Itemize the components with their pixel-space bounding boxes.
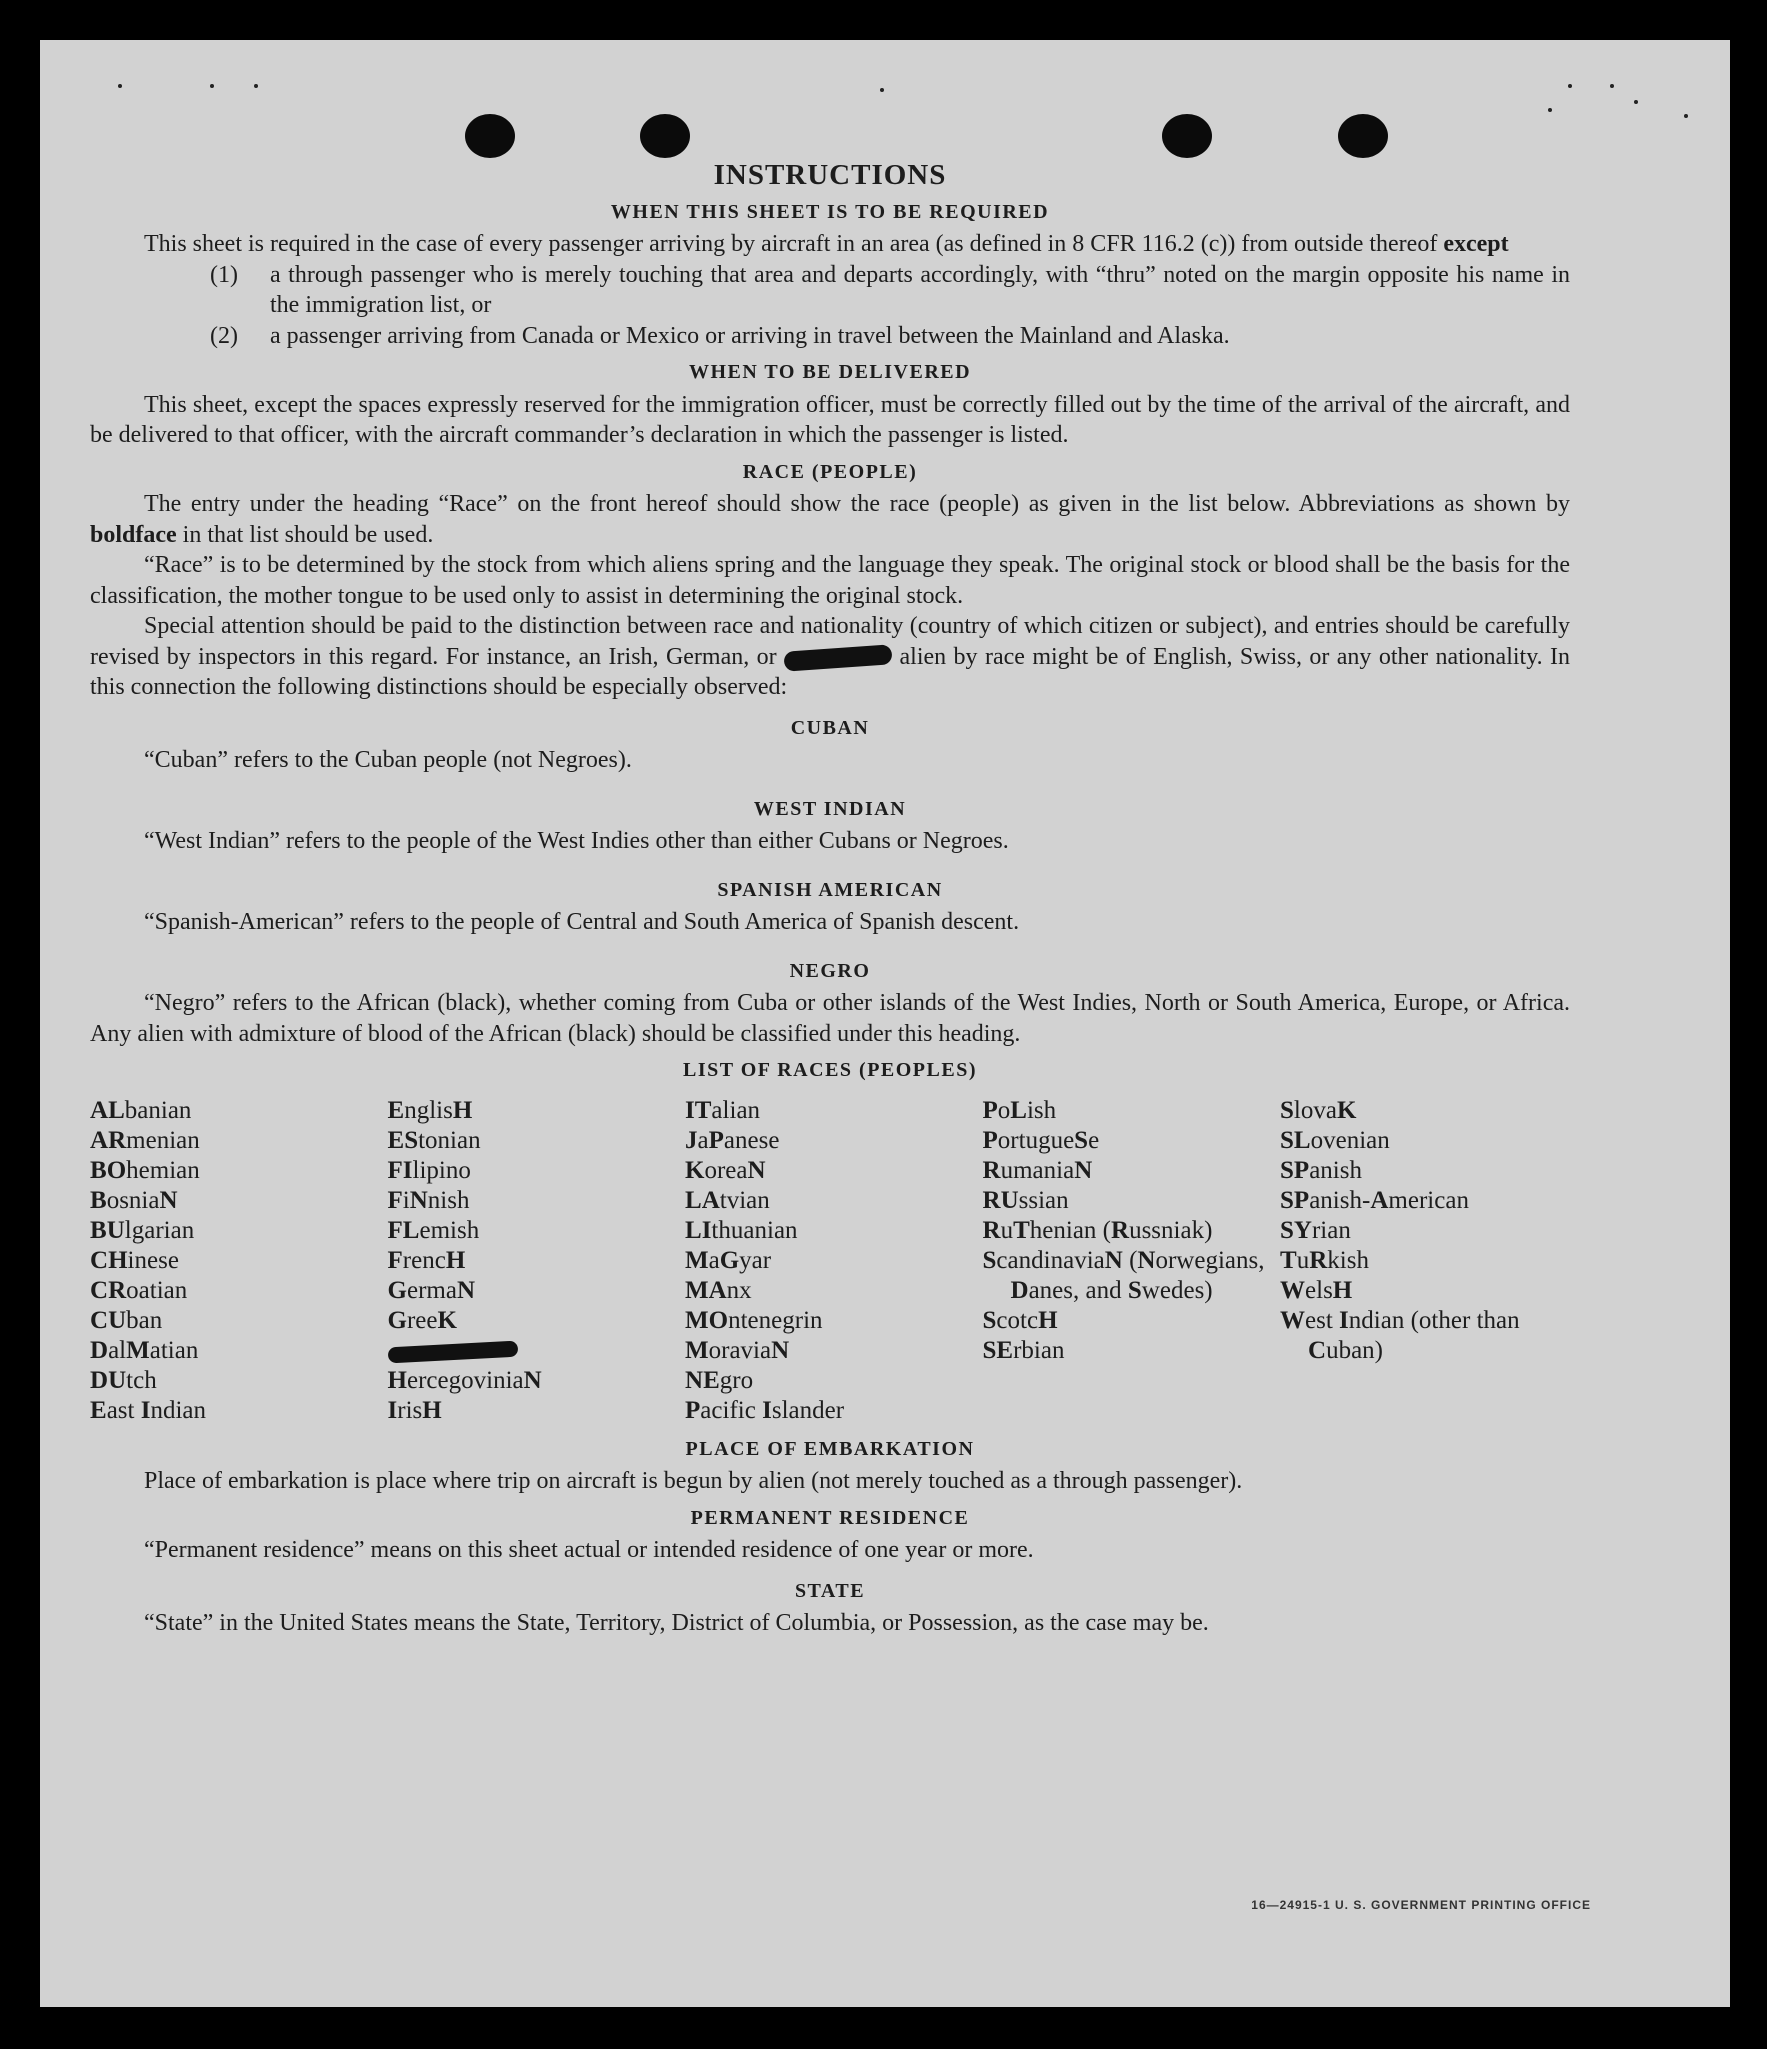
spanish-american-text: “Spanish-American” refers to the people of Central and South America of Spanish descent.: [144, 909, 1020, 935]
race-entry: MOntenegrin: [685, 1306, 823, 1334]
item-text: a through passenger who is merely touching that area and departs accordingly, with “thru” noted on the margin opposite his name in the immigration list, or: [270, 261, 1570, 318]
race-p1-end: in that list should be used.: [182, 521, 434, 548]
section-heading-west-indian: WEST INDIAN: [753, 797, 907, 820]
negro-text: “Negro” refers to the African (black), whether coming from Cuba or other islands of the West Indies, North or South America, Europe, or Africa. Any alien with admixture of blood of the African (black) should be classified under this heading.: [90, 990, 1570, 1047]
race-p3-end: alien by race might be of English, Swiss, or any other nationality. In this connection the following distinctions should be especially observed:: [90, 643, 1571, 700]
race-entry: SPanish: [1280, 1156, 1362, 1184]
races-list: [90, 1096, 1570, 1426]
section-heading-residence: PERMANENT RESIDENCE: [690, 1506, 970, 1529]
cuban-text: “Cuban” refers to the Cuban people (not Negroes).: [144, 747, 632, 773]
intro-except: except: [1443, 231, 1509, 257]
race-entry: CRoatian: [90, 1276, 188, 1304]
west-indian-text: “West Indian” refers to the people of the West Indies other than either Cubans or Negroes.: [144, 828, 1009, 854]
race-entry: FiNnish: [387, 1186, 470, 1214]
item-number: (1): [210, 261, 238, 288]
race-entry: EStonian: [387, 1126, 481, 1154]
instructions-content: [90, 150, 1570, 1639]
race-entry: GermaN: [387, 1276, 476, 1304]
races-column-3: [685, 1096, 975, 1426]
race-entry: JaPanese: [685, 1126, 780, 1154]
race-entry: EnglisH: [387, 1096, 473, 1124]
race-entry: SLovenian: [1280, 1126, 1390, 1154]
race-entry: SYrian: [1280, 1216, 1351, 1244]
residence-text: “Permanent residence” means on this sheet actual or intended residence of one year or more.: [144, 1537, 1034, 1563]
race-entry: SlovaK: [1280, 1096, 1357, 1124]
when-delivered-text: This sheet, except the spaces expressly reserved for the immigration officer, must be correctly filled out by the time of the arrival of the aircraft, and be delivered to that officer, with the aircraft commander’s declaration in which the passenger is listed.: [90, 391, 1570, 448]
race-entry: BosniaN: [90, 1186, 178, 1214]
race-entry: MaGyar: [685, 1246, 772, 1274]
item-number: (2): [210, 322, 238, 349]
race-paragraph-3: [90, 611, 1570, 703]
race-entry: NEgro: [685, 1366, 754, 1394]
speck: [1634, 100, 1638, 104]
speck: [1548, 108, 1552, 112]
race-entry: IrisH: [387, 1396, 442, 1424]
section-heading-spanish-american: SPANISH AMERICAN: [717, 878, 943, 901]
section-heading-embarkation: PLACE OF EMBARKATION: [685, 1437, 975, 1460]
embarkation-text: Place of embarkation is place where trip on aircraft is begun by alien (not merely touched as a through passenger).: [144, 1468, 1243, 1494]
race-entry: TuRkish: [1280, 1246, 1369, 1274]
race-entry: WelsH: [1280, 1276, 1353, 1304]
race-entry: Pacific Islander: [685, 1396, 845, 1424]
race-entry: PortugueSe: [982, 1126, 1100, 1154]
race-entry: CUban: [90, 1306, 163, 1334]
speck: [254, 84, 258, 88]
section-heading-race: RACE (PEOPLE): [742, 460, 918, 483]
speck: [1568, 84, 1572, 88]
race-entry: ARmenian: [90, 1126, 200, 1154]
race-entry: DalMatian: [90, 1336, 199, 1364]
race-paragraph-1: [90, 489, 1570, 550]
races-column-1: [90, 1096, 380, 1426]
race-p3-text: Special attention should be paid to the distinction between race and nationality (country of which citizen or subject), and entries should be carefully revised by inspectors in this regard. For instance, an Irish, German, or: [90, 613, 1570, 670]
printing-office-imprint: 16—24915-1 U. S. GOVERNMENT PRINTING OFFICE: [1251, 1898, 1591, 1912]
race-paragraph-2: “Race” is to be determined by the stock from which aliens spring and the language they speak. The original stock or blood shall be the basis for the classification, the mother tongue to be used only to assist in determining the original stock.: [90, 552, 1570, 609]
section-heading-negro: NEGRO: [789, 959, 871, 982]
redaction-mark: [784, 644, 893, 671]
race-entry: DUtch: [90, 1366, 157, 1394]
exception-item-1: [90, 260, 1570, 321]
race-entry: GreeK: [387, 1306, 457, 1334]
speck: [1684, 114, 1688, 118]
race-entry: East Indian: [90, 1396, 207, 1424]
race-p1-text: The entry under the heading “Race” on the front hereof should show the race (people) as given in the list below. Abbreviations as shown by: [144, 491, 1570, 517]
race-entry: BOhemian: [90, 1156, 200, 1184]
section-heading-cuban: CUBAN: [790, 716, 870, 739]
race-entry: RUssian: [982, 1186, 1069, 1214]
race-entry: CHinese: [90, 1246, 179, 1274]
state-text: “State” in the United States means the State, Territory, District of Columbia, or Possession, as the case may be.: [144, 1610, 1209, 1636]
race-entry: SErbian: [982, 1336, 1065, 1364]
speck: [210, 84, 214, 88]
section-heading-list: LIST OF RACES (PEOPLES): [682, 1059, 977, 1081]
races-column-4: [983, 1096, 1273, 1426]
race-entry: HercegoviniaN: [387, 1366, 542, 1394]
race-entry: FrencH: [387, 1246, 466, 1274]
race-entry: ScandinaviaN (Norwegians, Danes, and Swedes): [982, 1246, 1265, 1304]
race-entry: [388, 1336, 678, 1366]
race-entry: ScotcH: [982, 1306, 1058, 1334]
race-entry: RumaniaN: [982, 1156, 1093, 1184]
race-entry: RuThenian (Russniak): [982, 1216, 1213, 1244]
race-entry: PoLish: [982, 1096, 1057, 1124]
race-entry: SPanish-American: [1280, 1186, 1469, 1214]
race-entry: MAnx: [685, 1276, 752, 1304]
exception-item-2: [90, 321, 1570, 352]
page-title: INSTRUCTIONS: [713, 159, 947, 191]
race-entry: West Indian (other than Cuban): [1280, 1306, 1520, 1364]
boldface-word: boldface: [90, 521, 177, 548]
races-column-5: [1280, 1096, 1570, 1426]
race-entry: LIthuanian: [685, 1216, 798, 1244]
race-entry: ITalian: [685, 1096, 761, 1124]
section-heading-when-required: WHEN THIS SHEET IS TO BE REQUIRED: [610, 200, 1050, 223]
race-entry: ALbanian: [90, 1096, 192, 1124]
race-entry: BUlgarian: [90, 1216, 195, 1244]
race-entry: FLemish: [387, 1216, 480, 1244]
race-entry: FIlipino: [387, 1156, 471, 1184]
speck: [1610, 84, 1614, 88]
race-entry: MoraviaN: [685, 1336, 790, 1364]
redaction-mark: [387, 1340, 518, 1363]
when-required-intro: [90, 229, 1570, 260]
item-text: a passenger arriving from Canada or Mexico or arriving in travel between the Mainland and Alaska.: [270, 322, 1230, 349]
section-heading-state: STATE: [794, 1579, 866, 1602]
speck: [118, 84, 122, 88]
section-heading-when-delivered: WHEN TO BE DELIVERED: [688, 361, 972, 383]
race-entry: KoreaN: [685, 1156, 766, 1184]
intro-text: This sheet is required in the case of every passenger arriving by aircraft in an area (as defined in 8 CFR 116.2 (c)) from outside thereof: [144, 231, 1438, 257]
speck: [880, 88, 884, 92]
race-entry: LAtvian: [685, 1186, 770, 1214]
races-column-2: [388, 1096, 678, 1426]
